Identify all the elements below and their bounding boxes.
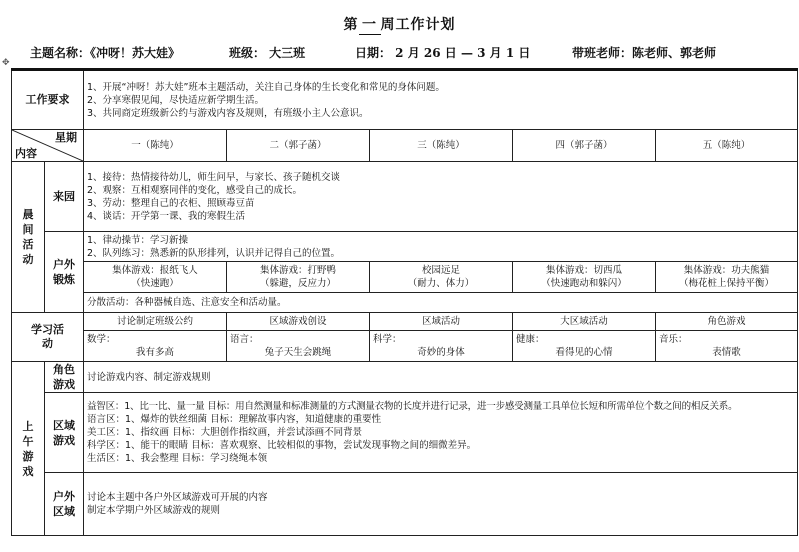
day-friday: 五（陈纯） — [656, 130, 798, 162]
drill-item: 2、队列练习：熟悉新的队形排列，认识并记得自己的位置。 — [87, 247, 341, 259]
outdoor-area-content — [84, 473, 798, 536]
area-games-content — [84, 393, 798, 473]
study-activities-row — [12, 313, 798, 331]
work-requirements-label: 工作要求 — [12, 70, 84, 130]
area-games-label: 区域游戏 — [45, 393, 84, 473]
area-game-item: 生活区：1、我会整理 目标：学习绕绳本领 — [87, 453, 268, 464]
study-activity-cell: 大区域活动 — [513, 313, 656, 331]
arrival-label: 来园 — [45, 162, 84, 232]
week-label: 星期 — [55, 131, 77, 144]
requirement-item: 3、共同商定班级新公约与游戏内容及规则，有班级小主人公意识。 — [87, 107, 369, 119]
study-subjects-row — [12, 331, 798, 362]
study-activity-cell: 区域活动 — [370, 313, 513, 331]
theme-name: 主题名称：《冲呀！苏大娃》 — [30, 46, 181, 60]
outdoor-drills-row — [12, 232, 798, 262]
group-game-cell: 集体游戏：报纸飞人 （快速跑） — [84, 262, 227, 293]
subject-cell: 科学： 奇妙的身体 — [370, 331, 513, 362]
role-play-content: 讨论游戏内容、制定游戏规则 — [84, 362, 798, 393]
morning-games-label: 上午游戏 — [12, 362, 45, 536]
title-prefix: 第 — [343, 17, 359, 33]
weekly-plan-table — [11, 68, 798, 536]
study-activity-label: 学习活动 — [12, 313, 84, 362]
group-game-cell: 集体游戏：打野鸭 （躲避，反应力） — [227, 262, 370, 293]
arrival-item: 4、谈话：开学第一课、我的寒假生活 — [87, 210, 246, 222]
study-activity-cell: 角色游戏 — [656, 313, 798, 331]
outdoor-area-item: 制定本学期户外区域游戏的规则 — [87, 505, 221, 516]
diagonal-header-cell — [12, 130, 84, 162]
outdoor-area-row — [12, 473, 798, 536]
arrival-content — [84, 162, 798, 232]
subject-cell: 数学： 我有多高 — [84, 331, 227, 362]
free-activity-row — [12, 293, 798, 313]
class-name: 班级： 大三班 — [229, 46, 306, 60]
day-wednesday: 三（陈纯） — [370, 130, 513, 162]
outdoor-exercise-label: 户外锻炼 — [45, 232, 84, 313]
requirement-item: 2、分享寒假见闻，尽快适应新学期生活。 — [87, 94, 265, 106]
morning-activity-label: 晨间活动 — [12, 162, 45, 313]
weekday-header-row — [12, 130, 798, 162]
group-game-cell: 集体游戏：切西瓜 （快速跑动和躲闪） — [513, 262, 656, 293]
day-tuesday: 二（郭子菡） — [227, 130, 370, 162]
week-number: 一 — [359, 14, 381, 35]
study-activity-cell: 讨论制定班级公约 — [84, 313, 227, 331]
group-game-cell: 集体游戏：功夫熊猫 （梅花桩上保持平衡） — [656, 262, 798, 293]
arrival-row — [12, 162, 798, 232]
page-title — [0, 14, 799, 35]
requirement-item: 1、开展“冲呀！苏大娃”班本主题活动，关注自己身体的生长变化和常见的身体问题。 — [87, 81, 445, 93]
area-games-row — [12, 393, 798, 473]
area-game-item: 益智区：1、比一比、量一量 目标：用自然测量和标准测量的方式测量衣物的长度并进行记录，进一步感受测量工具单位长短和所需单位个数之间的相反关系。 — [87, 401, 738, 412]
drill-item: 1、律动操节：学习新操 — [87, 234, 189, 246]
title-suffix: 周工作计划 — [380, 17, 456, 33]
teachers: 带班老师：陈老师、郭老师 — [572, 46, 717, 60]
arrival-item: 3、劳动：整理自己的衣柜、照顾毒豆苗 — [87, 197, 255, 209]
arrival-item: 2、观察：互相观察同伴的变化，感受自己的成长。 — [87, 184, 303, 196]
table-move-handle-icon[interactable]: ✥ — [2, 58, 10, 68]
subject-cell: 健康： 看得见的心情 — [513, 331, 656, 362]
subject-cell: 音乐： 表情歌 — [656, 331, 798, 362]
subject-cell: 语言： 兔子天生会跳绳 — [227, 331, 370, 362]
work-requirements-row — [12, 70, 798, 130]
group-game-cell: 校园远足 （耐力、体力） — [370, 262, 513, 293]
group-games-row — [12, 262, 798, 293]
study-activity-cell: 区域游戏创设 — [227, 313, 370, 331]
area-game-item: 美工区：1、指纹画 目标：大胆创作指纹画，并尝试添画不同背景 — [87, 427, 363, 438]
work-requirements-content — [84, 70, 798, 130]
day-monday: 一（陈纯） — [84, 130, 227, 162]
role-play-label: 角色游戏 — [45, 362, 84, 393]
arrival-item: 1、接待：热情接待幼儿，师生问早，与家长、孩子随机交谈 — [87, 171, 341, 183]
outdoor-area-item: 讨论本主题中各户外区域游戏可开展的内容 — [87, 492, 268, 503]
outdoor-area-label: 户外区域 — [45, 473, 84, 536]
free-activity-content: 分散活动：各种器械自选、注意安全和活动量。 — [84, 293, 798, 313]
content-label: 内容 — [15, 147, 37, 160]
role-play-row — [12, 362, 798, 393]
day-thursday: 四（郭子菡） — [513, 130, 656, 162]
outdoor-drills-content — [84, 232, 798, 262]
area-game-item: 语言区：1、爆炸的铁丝细菌 目标：理解故事内容，知道健康的重要性 — [87, 414, 382, 425]
date-range: 日期： 2 月 26 日 — 3 月 1 日 — [355, 46, 531, 60]
area-game-item: 科学区：1、能干的眼睛 目标：喜欢观察、比较相似的事物，尝试发现事物之间的细微差异。 — [87, 440, 477, 451]
